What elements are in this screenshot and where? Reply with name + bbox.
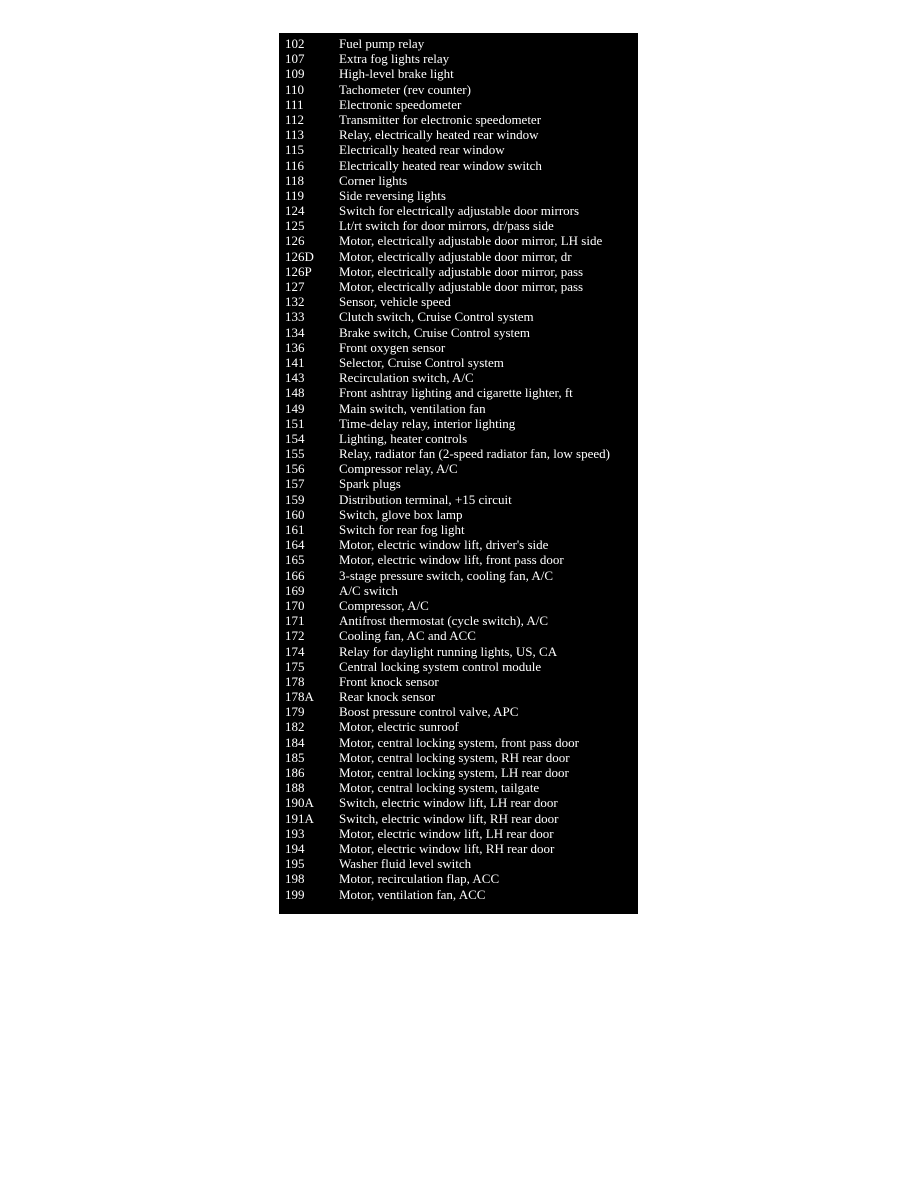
legend-row <box>279 188 638 203</box>
legend-row <box>279 613 638 628</box>
component-description: Compressor, A/C <box>339 597 429 613</box>
component-code: 191A <box>285 810 314 826</box>
component-description: Motor, electric sunroof <box>339 719 459 735</box>
component-code: 179 <box>285 704 305 720</box>
component-code: 133 <box>285 309 305 325</box>
component-description: Motor, ventilation fan, ACC <box>339 886 486 902</box>
component-code: 134 <box>285 324 305 340</box>
component-code: 170 <box>285 597 305 613</box>
component-code: 141 <box>285 354 305 370</box>
legend-row <box>279 97 638 112</box>
component-description: Lt/rt switch for door mirrors, dr/pass side <box>339 218 554 234</box>
component-code: 194 <box>285 840 305 856</box>
legend-row <box>279 583 638 598</box>
legend-row <box>279 340 638 355</box>
component-description: Motor, central locking system, RH rear door <box>339 749 570 765</box>
legend-row <box>279 233 638 248</box>
component-code: 190A <box>285 795 314 811</box>
component-description: Extra fog lights relay <box>339 51 450 67</box>
component-description: Electrically heated rear window switch <box>339 157 542 173</box>
component-description: Antifrost thermostat (cycle switch), A/C <box>339 613 549 629</box>
component-code: 118 <box>285 172 305 188</box>
component-description: Front oxygen sensor <box>339 339 446 355</box>
component-code: 102 <box>285 36 305 51</box>
legend-row <box>279 142 638 157</box>
legend-row <box>279 674 638 689</box>
component-description: Switch for rear fog light <box>339 522 465 537</box>
component-description: Tachometer (rev counter) <box>339 81 471 97</box>
component-code: 126 <box>285 233 305 249</box>
component-code: 156 <box>285 461 305 477</box>
component-description: Motor, electrically adjustable door mirror, pass <box>339 263 584 279</box>
legend-row <box>279 446 638 461</box>
component-description: Electrically heated rear window <box>339 142 505 158</box>
component-description: Transmitter for electronic speedometer <box>339 111 542 127</box>
legend-row <box>279 887 638 902</box>
component-description: Compressor relay, A/C <box>339 461 458 477</box>
legend-row <box>279 416 638 431</box>
component-description: Boost pressure control valve, APC <box>339 704 519 720</box>
legend-row <box>279 370 638 385</box>
legend-row <box>279 431 638 446</box>
component-description: Motor, central locking system, LH rear door <box>339 765 569 780</box>
component-code: 126D <box>285 248 314 264</box>
component-code: 161 <box>285 522 305 537</box>
component-code: 107 <box>285 51 305 67</box>
component-description: Cooling fan, AC and ACC <box>339 628 476 644</box>
legend-row <box>279 522 638 537</box>
component-code: 193 <box>285 825 305 841</box>
component-description: Front ashtray lighting and cigarette lighter, ft <box>339 385 573 401</box>
component-code: 116 <box>285 157 305 173</box>
component-code: 166 <box>285 567 305 583</box>
legend-row <box>279 689 638 704</box>
component-description: Main switch, ventilation fan <box>339 400 486 416</box>
legend-row <box>279 66 638 81</box>
component-code: 115 <box>285 142 305 158</box>
component-code: 159 <box>285 491 305 507</box>
component-code: 125 <box>285 218 305 234</box>
component-code: 132 <box>285 294 305 310</box>
legend-row <box>279 461 638 476</box>
legend-row <box>279 218 638 233</box>
component-code: 151 <box>285 415 305 431</box>
component-description: Switch, electric window lift, LH rear door <box>339 795 558 811</box>
component-description: Electronic speedometer <box>339 96 462 112</box>
legend-row <box>279 51 638 66</box>
component-code: 199 <box>285 886 305 902</box>
legend-row <box>279 385 638 400</box>
component-code: 188 <box>285 780 305 796</box>
component-code: 172 <box>285 628 305 644</box>
component-description: Switch, glove box lamp <box>339 506 463 522</box>
component-code: 198 <box>285 871 305 887</box>
component-description: Switch for electrically adjustable door mirrors <box>339 203 580 219</box>
component-description: Motor, electrically adjustable door mirror, LH side <box>339 233 603 249</box>
component-description: Recirculation switch, A/C <box>339 370 474 386</box>
legend-row <box>279 719 638 734</box>
legend-row <box>279 325 638 340</box>
legend-row <box>279 871 638 886</box>
component-code: 195 <box>285 856 305 872</box>
component-code: 169 <box>285 582 305 598</box>
component-description: 3-stage pressure switch, cooling fan, A/C <box>339 567 554 583</box>
legend-row <box>279 811 638 826</box>
component-description: Selector, Cruise Control system <box>339 354 504 370</box>
component-description: Sensor, vehicle speed <box>339 294 451 310</box>
component-description: Corner lights <box>339 172 408 188</box>
component-code: 164 <box>285 537 305 553</box>
component-code: 165 <box>285 552 305 568</box>
component-code: 148 <box>285 385 305 401</box>
component-code: 182 <box>285 719 305 735</box>
legend-row <box>279 279 638 294</box>
component-description: Washer fluid level switch <box>339 856 472 872</box>
legend-row <box>279 127 638 142</box>
component-description: Side reversing lights <box>339 187 446 203</box>
component-description: A/C switch <box>339 582 398 598</box>
legend-row <box>279 552 638 567</box>
legend-row <box>279 856 638 871</box>
legend-row <box>279 294 638 309</box>
legend-row <box>279 112 638 127</box>
component-legend-panel <box>279 33 638 914</box>
component-description: Motor, electric window lift, RH rear door <box>339 840 555 856</box>
legend-row <box>279 203 638 218</box>
component-description: Relay, electrically heated rear window <box>339 127 539 143</box>
legend-row <box>279 507 638 522</box>
legend-row <box>279 158 638 173</box>
component-code: 126P <box>285 263 312 279</box>
component-code: 184 <box>285 734 305 750</box>
component-description: Brake switch, Cruise Control system <box>339 324 531 340</box>
component-code: 160 <box>285 506 305 522</box>
component-description: Spark plugs <box>339 476 401 492</box>
legend-row <box>279 309 638 324</box>
legend-row <box>279 355 638 370</box>
component-code: 136 <box>285 339 305 355</box>
component-description: Motor, recirculation flap, ACC <box>339 871 500 887</box>
legend-row <box>279 644 638 659</box>
component-code: 171 <box>285 613 305 629</box>
legend-row <box>279 36 638 51</box>
component-description: Rear knock sensor <box>339 689 436 705</box>
legend-row <box>279 173 638 188</box>
legend-row <box>279 492 638 507</box>
component-code: 124 <box>285 203 305 219</box>
legend-row <box>279 568 638 583</box>
component-code: 113 <box>285 127 305 143</box>
legend-row <box>279 704 638 719</box>
legend-row <box>279 401 638 416</box>
component-description: Lighting, heater controls <box>339 430 468 446</box>
component-description: Front knock sensor <box>339 673 439 689</box>
legend-row <box>279 841 638 856</box>
component-code: 149 <box>285 400 305 416</box>
legend-row <box>279 826 638 841</box>
component-description: Fuel pump relay <box>339 36 425 51</box>
component-code: 110 <box>285 81 305 97</box>
legend-row <box>279 249 638 264</box>
component-code: 185 <box>285 749 305 765</box>
component-description: Motor, electrically adjustable door mirror, pass <box>339 279 584 294</box>
legend-row <box>279 735 638 750</box>
component-code: 112 <box>285 111 305 127</box>
component-description: Distribution terminal, +15 circuit <box>339 491 512 507</box>
legend-row <box>279 598 638 613</box>
legend-row <box>279 264 638 279</box>
component-description: Motor, electric window lift, driver's side <box>339 537 549 553</box>
component-description: Central locking system control module <box>339 658 542 674</box>
component-code: 178A <box>285 689 314 705</box>
component-description: Motor, electric window lift, front pass door <box>339 552 564 568</box>
component-code: 111 <box>285 96 304 112</box>
legend-row <box>279 659 638 674</box>
component-description: Motor, electric window lift, LH rear door <box>339 825 554 841</box>
component-code: 174 <box>285 643 305 659</box>
component-code: 178 <box>285 673 305 689</box>
component-description: Motor, central locking system, front pass door <box>339 734 579 750</box>
component-description: Relay for daylight running lights, US, CA <box>339 643 558 659</box>
component-description: Motor, electrically adjustable door mirror, dr <box>339 248 572 264</box>
legend-row <box>279 750 638 765</box>
component-code: 155 <box>285 446 305 462</box>
legend-row <box>279 537 638 552</box>
component-code: 157 <box>285 476 305 492</box>
component-description: Relay, radiator fan (2-speed radiator fan, low speed) <box>339 446 610 462</box>
component-code: 175 <box>285 658 305 674</box>
component-code: 119 <box>285 187 305 203</box>
legend-row <box>279 795 638 810</box>
component-description: Switch, electric window lift, RH rear door <box>339 810 559 826</box>
component-code: 186 <box>285 765 305 780</box>
legend-row <box>279 628 638 643</box>
legend-row <box>279 765 638 780</box>
component-code: 154 <box>285 430 305 446</box>
component-code: 109 <box>285 66 305 82</box>
component-description: Time-delay relay, interior lighting <box>339 415 516 431</box>
legend-row <box>279 476 638 491</box>
component-description: Motor, central locking system, tailgate <box>339 780 540 796</box>
component-description: Clutch switch, Cruise Control system <box>339 309 534 325</box>
component-code: 143 <box>285 370 305 386</box>
component-description: High-level brake light <box>339 66 454 82</box>
legend-row <box>279 780 638 795</box>
component-code: 127 <box>285 279 305 294</box>
legend-row <box>279 82 638 97</box>
